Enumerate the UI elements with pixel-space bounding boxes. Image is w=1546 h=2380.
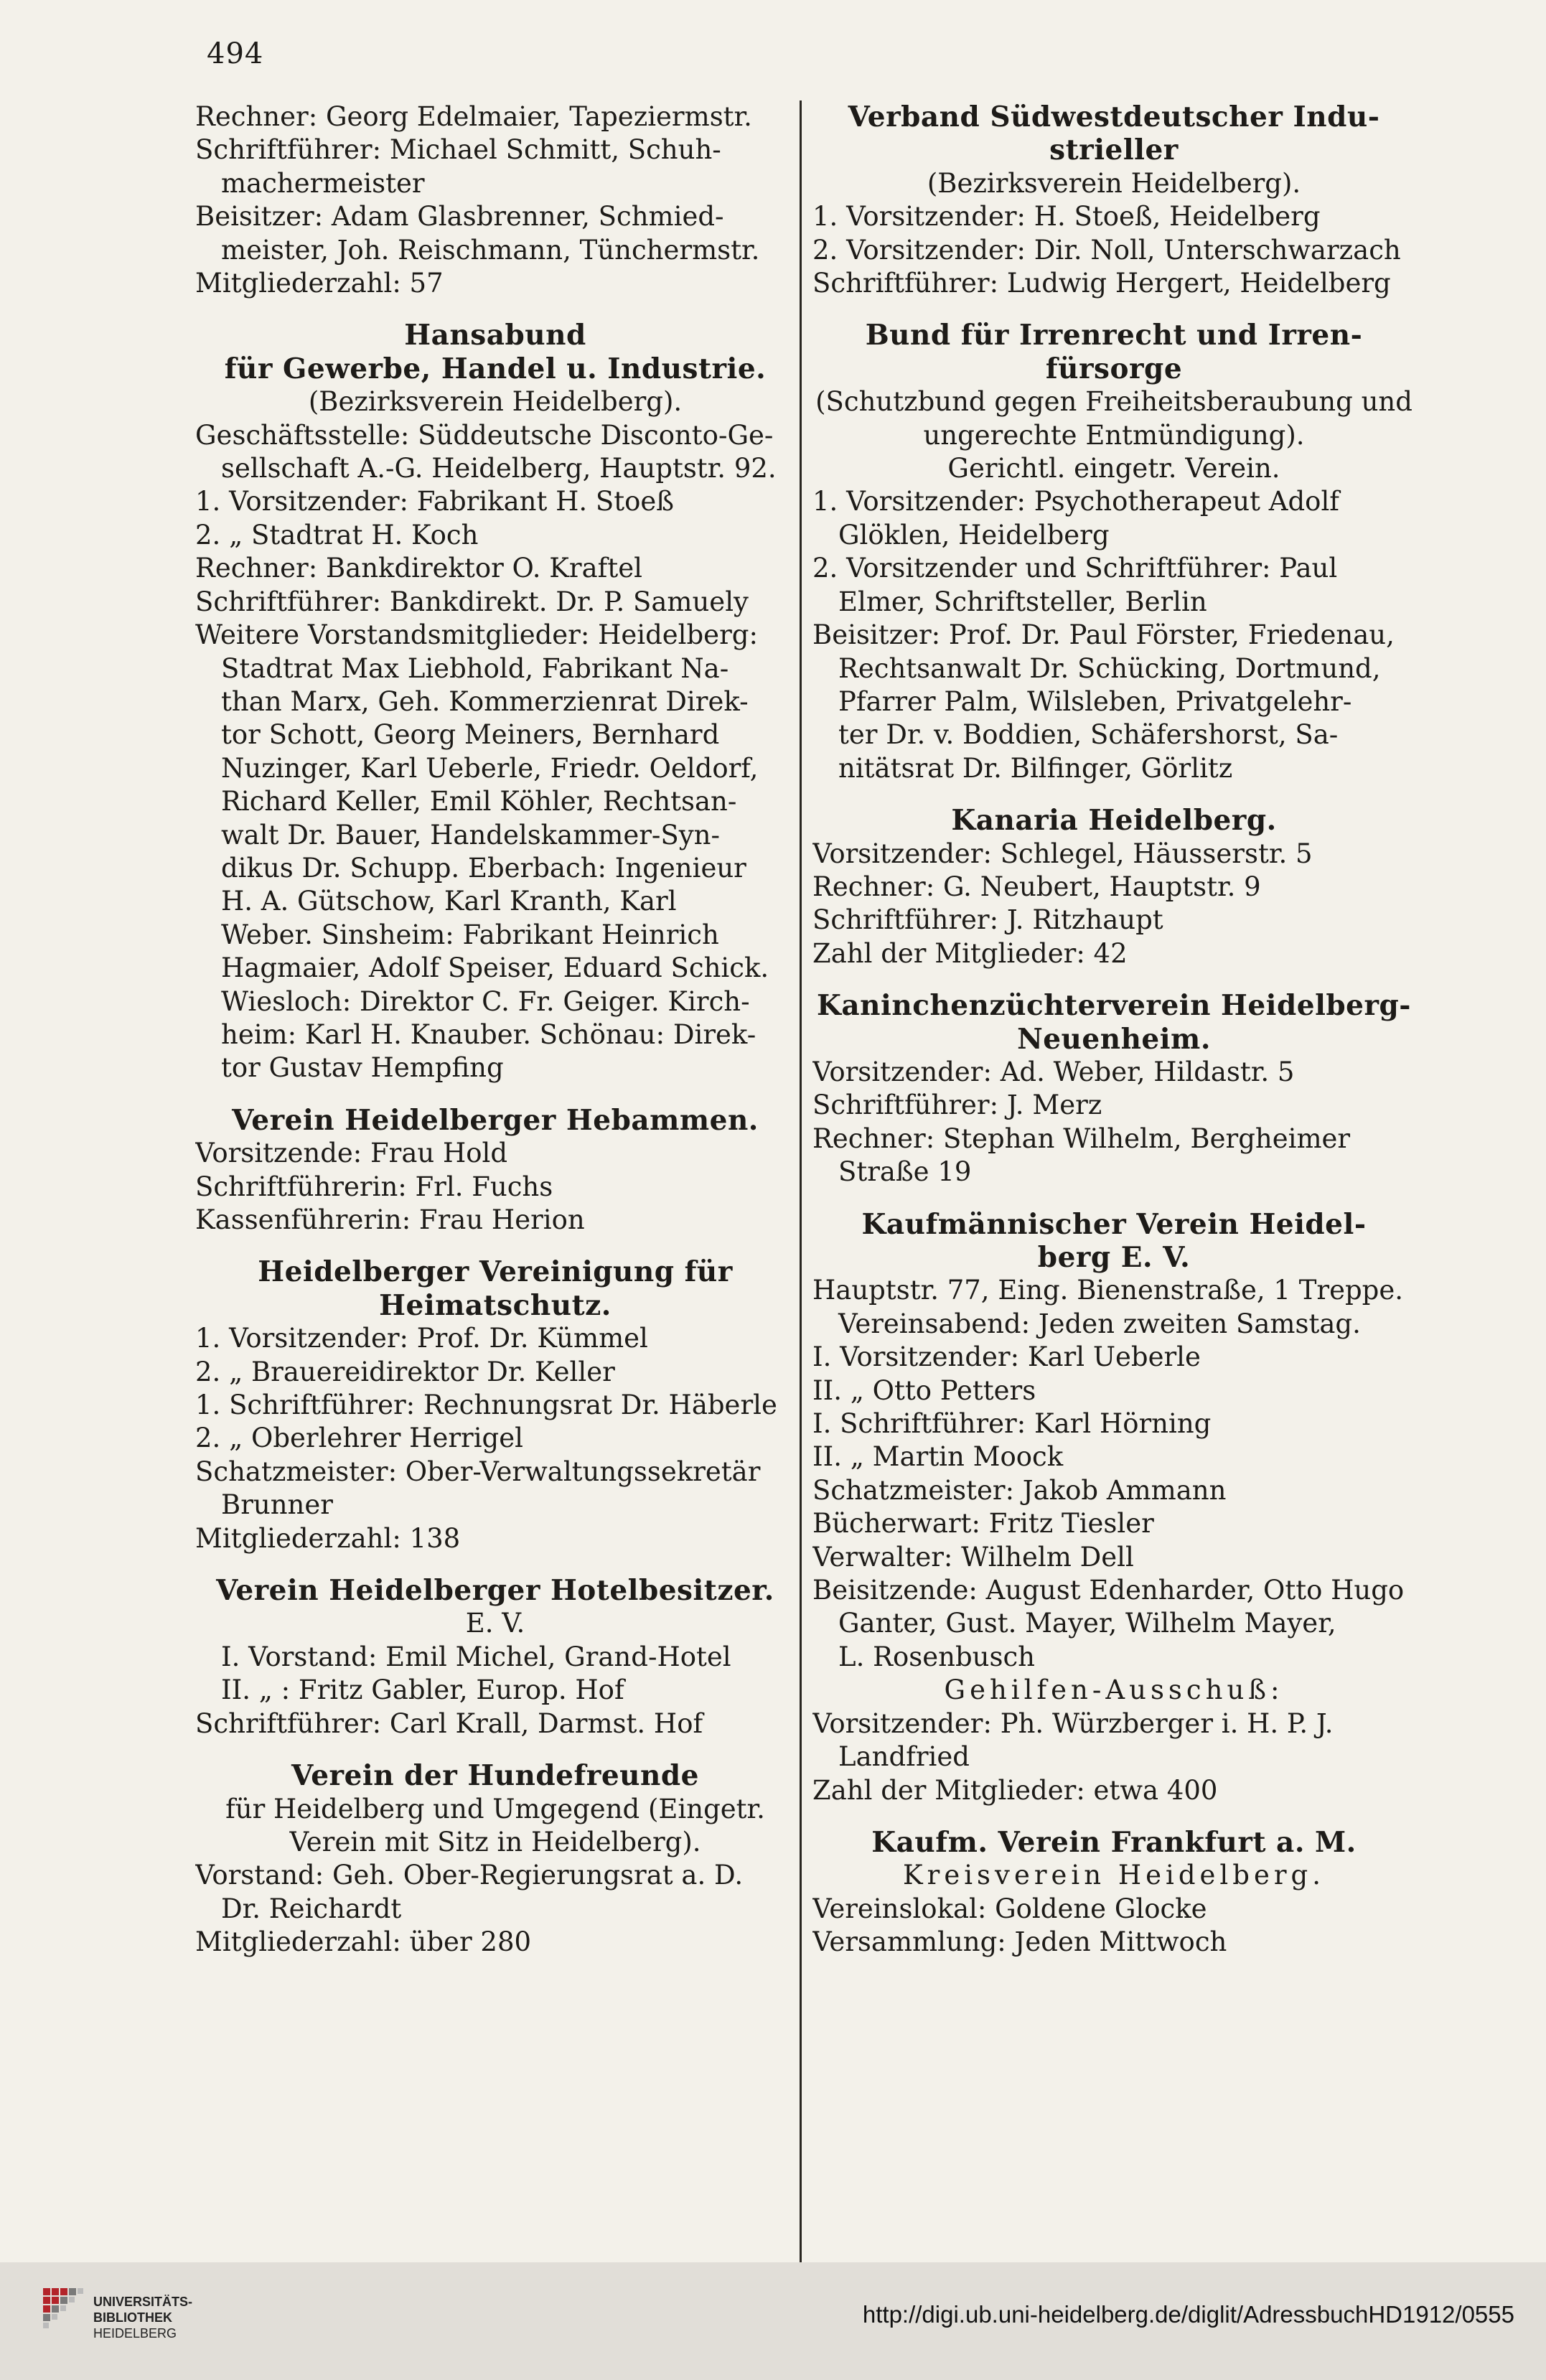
text-line: Geschäftsstelle: Süddeutsche Disconto-Ge-: [195, 419, 774, 451]
text-line-continuation: nitätsrat Dr. Bilfinger, Görlitz: [838, 752, 1233, 784]
centered-text-line: (Schutzbund gegen Freiheitsberaubung und: [815, 386, 1413, 418]
text-line: I. Vorsitzender: Karl Ueberle: [812, 1341, 1201, 1373]
section-heading: Hansabund: [404, 319, 586, 352]
section-heading: für Gewerbe, Handel u. Industrie.: [224, 352, 767, 385]
text-line: Schriftführer: Carl Krall, Darmst. Hof: [195, 1707, 703, 1739]
text-line: 2. Vorsitzender und Schriftführer: Paul: [812, 553, 1338, 584]
spaced-subheading: Kreisverein Heidelberg.: [903, 1860, 1325, 1891]
text-line-continuation: Brunner: [221, 1489, 333, 1521]
centered-text-line: ungerechte Entmündigung).: [923, 419, 1305, 451]
text-line-continuation: Vereinsabend: Jeden zweiten Samstag.: [838, 1308, 1361, 1339]
text-line: II. „ Martin Moock: [812, 1441, 1064, 1473]
text-line: Weitere Vorstandsmitglieder: Heidelberg:: [195, 619, 758, 651]
text-line: Schriftführer: J. Merz: [812, 1090, 1102, 1121]
text-line-continuation: Wiesloch: Direktor C. Fr. Geiger. Kirch-: [221, 985, 750, 1017]
centered-text-line: Verein mit Sitz in Heidelberg).: [289, 1826, 701, 1857]
section-heading: strieller: [1049, 133, 1179, 167]
text-line-continuation: dikus Dr. Schupp. Eberbach: Ingenieur: [221, 852, 746, 884]
text-line: Vorsitzender: Ph. Würzberger i. H. P. J.: [812, 1707, 1334, 1739]
section-heading: Neuenheim.: [1017, 1022, 1211, 1056]
text-line-continuation: Dr. Reichardt: [221, 1893, 402, 1924]
text-line-continuation: II. „ : Fritz Gabler, Europ. Hof: [221, 1674, 624, 1706]
text-line: Mitgliederzahl: 57: [195, 268, 444, 299]
text-line: Schriftführer: J. Ritzhaupt: [812, 904, 1163, 936]
library-logo-text: [93, 2294, 192, 2341]
section-heading: Heimatschutz.: [379, 1288, 612, 1322]
university-seal-icon: [40, 2285, 86, 2337]
text-line: Vereinslokal: Goldene Glocke: [812, 1893, 1207, 1924]
text-line-continuation: tor Schott, Georg Meiners, Bernhard: [221, 719, 720, 751]
text-line: Beisitzende: August Edenharder, Otto Hugo: [812, 1575, 1405, 1606]
logo-line-3: HEIDELBERG: [93, 2326, 177, 2341]
section-heading: Kaufmännischer Verein Heidel-: [861, 1207, 1367, 1241]
text-line: Bücherwart: Fritz Tiesler: [812, 1508, 1154, 1540]
text-line-continuation: sellschaft A.-G. Heidelberg, Hauptstr. 92.: [221, 453, 777, 484]
text-line-continuation: Stadtrat Max Liebhold, Fabrikant Na-: [221, 652, 729, 684]
text-line-continuation: heim: Karl H. Knauber. Schönau: Direk-: [221, 1018, 756, 1050]
text-line-continuation: machermeister: [221, 167, 425, 199]
text-line-continuation: Richard Keller, Emil Köhler, Rechtsan-: [221, 786, 737, 817]
text-line: Zahl der Mitglieder: 42: [812, 937, 1128, 969]
section-heading: Verband Südwestdeutscher Indu-: [848, 100, 1380, 133]
section-heading: Verein Heidelberger Hotelbesitzer.: [216, 1574, 774, 1608]
text-line: Schriftführer: Ludwig Hergert, Heidelberg: [812, 268, 1391, 299]
left-column: [195, 100, 795, 1959]
text-line: I. Schriftführer: Karl Hörning: [812, 1408, 1212, 1440]
text-line-continuation: H. A. Gütschow, Karl Kranth, Karl: [221, 886, 677, 917]
text-line: Schriftführer: Michael Schmitt, Schuh-: [195, 134, 721, 166]
section-heading: Verein Heidelberger Hebammen.: [232, 1103, 759, 1137]
text-line: 1. Vorsitzender: Psychotherapeut Adolf: [812, 486, 1339, 517]
text-line-continuation: meister, Joh. Reischmann, Tünchermstr.: [221, 234, 760, 266]
text-line: Vorsitzende: Frau Hold: [195, 1138, 508, 1169]
text-line: Versammlung: Jeden Mittwoch: [812, 1926, 1227, 1958]
text-line: Verwalter: Wilhelm Dell: [812, 1541, 1134, 1573]
section-heading: Kaufm. Verein Frankfurt a. M.: [871, 1825, 1357, 1859]
text-line-continuation: Pfarrer Palm, Wilsleben, Privatgelehr-: [838, 685, 1352, 717]
text-line-continuation: Ganter, Gust. Mayer, Wilhelm Mayer,: [838, 1608, 1336, 1639]
text-line: Rechner: G. Neubert, Hauptstr. 9: [812, 871, 1261, 902]
text-line: 1. Schriftführer: Rechnungsrat Dr. Häberle: [195, 1390, 777, 1421]
centered-text-line: E. V.: [465, 1608, 525, 1639]
text-line: 2. Vorsitzender: Dir. Noll, Unterschwarzach: [812, 234, 1401, 266]
text-line: II. „ Otto Petters: [812, 1374, 1036, 1406]
text-line-continuation: ter Dr. v. Boddien, Schäfershorst, Sa-: [838, 719, 1339, 751]
text-line-continuation: Nuzinger, Karl Ueberle, Friedr. Oeldorf,: [221, 752, 759, 784]
logo-line-1: UNIVERSITÄTS-: [93, 2295, 193, 2309]
logo-line-2: BIBLIOTHEK: [93, 2310, 172, 2325]
text-line: Mitgliederzahl: 138: [195, 1522, 461, 1554]
text-line: 1. Vorsitzender: Fabrikant H. Stoeß: [195, 486, 675, 517]
centered-text-line: Gerichtl. eingetr. Verein.: [947, 453, 1280, 484]
text-line-continuation: L. Rosenbusch: [838, 1641, 1035, 1672]
text-line-continuation: tor Gustav Hempfing: [221, 1052, 504, 1084]
text-line: Schriftführerin: Frl. Fuchs: [195, 1171, 553, 1202]
centered-text-line: (Bezirksverein Heidelberg).: [927, 167, 1301, 199]
text-line: Schatzmeister: Ober-Verwaltungssekretär: [195, 1456, 761, 1487]
section-heading: Heidelberger Vereinigung für: [258, 1255, 733, 1289]
section-heading: Verein der Hundefreunde: [291, 1759, 699, 1793]
section-heading: berg E. V.: [1037, 1241, 1191, 1274]
text-line: Vorsitzender: Ad. Weber, Hildastr. 5: [812, 1056, 1295, 1087]
text-line-continuation: Elmer, Schriftsteller, Berlin: [838, 586, 1207, 617]
section-heading: fürsorge: [1045, 352, 1183, 385]
page-number: 494: [207, 37, 264, 70]
text-line: Beisitzer: Adam Glasbrenner, Schmied-: [195, 201, 724, 233]
text-line: 1. Vorsitzender: Prof. Dr. Kümmel: [195, 1323, 648, 1354]
text-line: Kassenführerin: Frau Herion: [195, 1204, 585, 1235]
section-heading: Bund für Irrenrecht und Irren-: [865, 319, 1363, 352]
text-line: Rechner: Georg Edelmaier, Tapeziermstr.: [195, 101, 752, 132]
text-line: 2. „ Stadtrat H. Koch: [195, 519, 479, 551]
text-line: Vorsitzender: Schlegel, Häusserstr. 5: [812, 838, 1313, 869]
text-line-continuation: walt Dr. Bauer, Handelskammer-Syn-: [221, 819, 720, 851]
text-line-continuation: Hagmaier, Adolf Speiser, Eduard Schick.: [221, 952, 769, 984]
text-line: Mitgliederzahl: über 280: [195, 1926, 532, 1958]
text-line: Beisitzer: Prof. Dr. Paul Förster, Friedenau,: [812, 619, 1395, 651]
centered-text-line: (Bezirksverein Heidelberg).: [308, 386, 683, 418]
spaced-subheading: Gehilfen-Ausschuß:: [944, 1674, 1284, 1706]
text-line: Rechner: Bankdirektor O. Kraftel: [195, 553, 642, 584]
source-url-link[interactable]: http://digi.ub.uni-heidelberg.de/diglit/AdressbuchHD1912/0555: [862, 2301, 1514, 2328]
section-heading: Kaninchenzüchterverein Heidelberg-: [817, 989, 1411, 1023]
text-line-continuation: Landfried: [838, 1741, 970, 1773]
text-line: 2. „ Oberlehrer Herrigel: [195, 1423, 523, 1454]
text-line: Rechner: Stephan Wilhelm, Bergheimer: [812, 1123, 1351, 1154]
centered-text-line: für Heidelberg und Umgegend (Eingetr.: [225, 1793, 765, 1824]
right-column: [812, 100, 1415, 1959]
text-line: Zahl der Mitglieder: etwa 400: [812, 1774, 1218, 1806]
text-line: 2. „ Brauereidirektor Dr. Keller: [195, 1356, 615, 1387]
text-line: Schriftführer: Bankdirekt. Dr. P. Samuely: [195, 586, 749, 617]
text-line: 1. Vorsitzender: H. Stoeß, Heidelberg: [812, 201, 1321, 233]
section-heading: Kanaria Heidelberg.: [951, 804, 1277, 838]
text-line-continuation: Rechtsanwalt Dr. Schücking, Dortmund,: [838, 652, 1381, 684]
text-line-continuation: than Marx, Geh. Kommerzienrat Direk-: [221, 685, 749, 717]
text-line: Vorstand: Geh. Ober-Regierungsrat a. D.: [195, 1860, 744, 1891]
text-line: Hauptstr. 77, Eing. Bienenstraße, 1 Treppe.: [812, 1275, 1403, 1306]
text-line-continuation: I. Vorstand: Emil Michel, Grand-Hotel: [221, 1641, 731, 1672]
column-divider: [800, 100, 802, 2282]
text-line-continuation: Glöklen, Heidelberg: [838, 519, 1110, 551]
text-line: Schatzmeister: Jakob Ammann: [812, 1474, 1227, 1506]
footer-bar: [0, 2262, 1546, 2380]
text-line-continuation: Straße 19: [838, 1156, 972, 1188]
text-line-continuation: Weber. Sinsheim: Fabrikant Heinrich: [221, 919, 719, 950]
